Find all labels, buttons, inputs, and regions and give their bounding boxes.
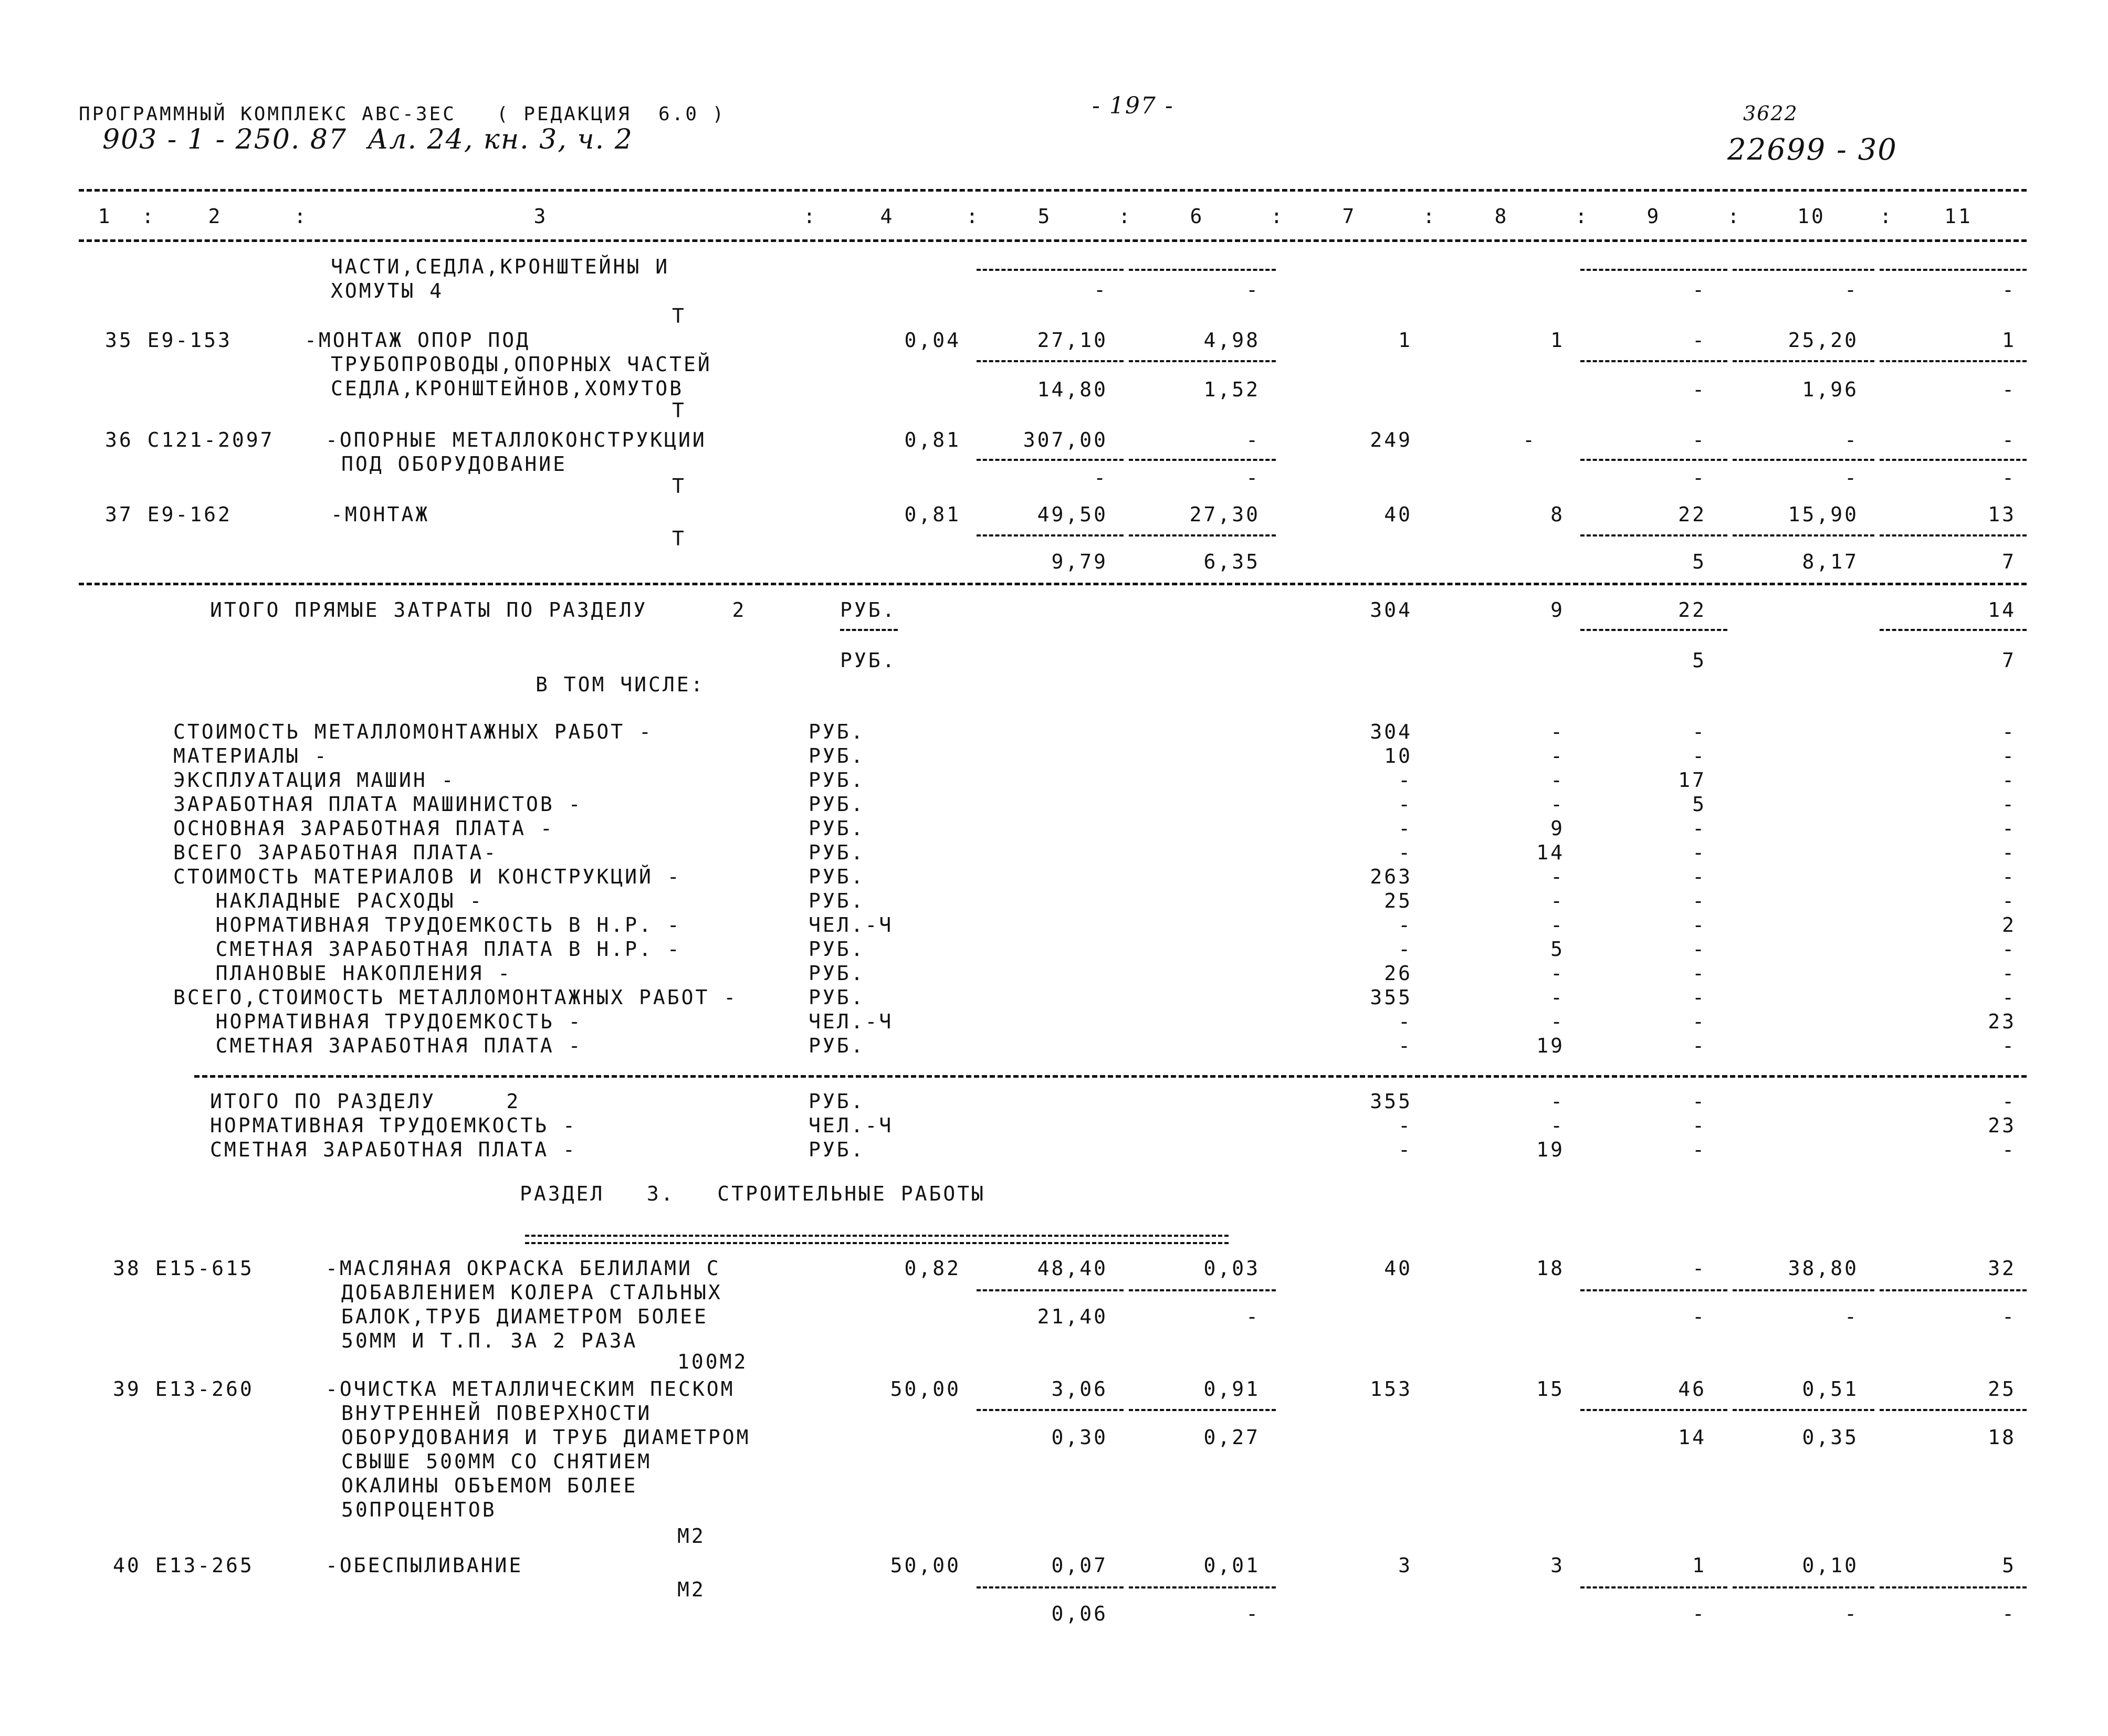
breakdown-value-c11: -	[2002, 841, 2016, 864]
breakdown-value-c11: -	[2002, 962, 2016, 985]
breakdown-label: ЗАРАБОТНАЯ ПЛАТА МАШИНИСТОВ -	[173, 793, 583, 816]
rule-total-direct	[79, 583, 2027, 585]
breakdown-value-c7: -	[1398, 913, 1412, 937]
col-8: 8	[1494, 205, 1509, 228]
col-6: 6	[1190, 205, 1204, 228]
breakdown-value-c11: -	[2002, 769, 2016, 792]
breakdown-value-c7: 355	[1370, 1090, 1412, 1113]
breakdown-value-c7: -	[1398, 769, 1412, 792]
breakdown-value-c8: -	[1550, 720, 1565, 743]
breakdown-unit: РУБ.	[809, 962, 865, 985]
breakdown-unit: РУБ.	[809, 720, 865, 743]
breakdown-value-c9: -	[1692, 913, 1706, 937]
breakdown-label: НОРМАТИВНАЯ ТРУДОЕМКОСТЬ -	[173, 1010, 583, 1033]
breakdown-value-c7: 25	[1384, 889, 1412, 912]
breakdown-value-c7: -	[1398, 938, 1412, 961]
breakdown-value-c11: -	[2002, 793, 2016, 816]
breakdown-value-c7: -	[1398, 841, 1412, 864]
breakdown-label: НОРМАТИВНАЯ ТРУДОЕМКОСТЬ В Н.Р. -	[173, 913, 681, 937]
breakdown-unit: РУБ.	[809, 841, 865, 864]
breakdown-value-c9: -	[1692, 865, 1706, 888]
breakdown-value-c9: -	[1692, 962, 1706, 985]
col-1: 1	[98, 205, 112, 228]
breakdown-label: ОСНОВНАЯ ЗАРАБОТНАЯ ПЛАТА -	[173, 817, 554, 840]
breakdown-value-c7: 304	[1370, 720, 1412, 743]
breakdown-unit: РУБ.	[809, 865, 865, 888]
breakdown-value-c8: -	[1550, 1114, 1565, 1137]
breakdown-label: СМЕТНАЯ ЗАРАБОТНАЯ ПЛАТА -	[173, 1034, 583, 1057]
col-11: 11	[1944, 205, 1973, 228]
breakdown-value-c7: -	[1398, 817, 1412, 840]
rule-section-total	[194, 1075, 2027, 1078]
breakdown-unit: РУБ.	[809, 817, 865, 840]
breakdown-label: СТОИМОСТЬ МЕТАЛЛОМОНТАЖНЫХ РАБОТ -	[173, 720, 653, 743]
breakdown-value-c9: -	[1692, 817, 1706, 840]
breakdown-label: НАКЛАДНЫЕ РАСХОДЫ -	[173, 889, 484, 912]
breakdown-value-c11: -	[2002, 720, 2016, 743]
breakdown-value-c9: -	[1692, 1114, 1706, 1137]
breakdown-value-c9: -	[1692, 1138, 1706, 1161]
section3-underline	[525, 1235, 1229, 1244]
breakdown-label: ВСЕГО ЗАРАБОТНАЯ ПЛАТА-	[173, 841, 498, 864]
breakdown-value-c8: 19	[1536, 1034, 1565, 1057]
breakdown-value-c7: 10	[1384, 744, 1412, 767]
page-number: - 197 -	[1092, 92, 1174, 119]
breakdown-value-c11: -	[2002, 986, 2016, 1009]
breakdown-value-c9: -	[1692, 889, 1706, 912]
section3-title: РАЗДЕЛ 3. СТРОИТЕЛЬНЫЕ РАБОТЫ	[520, 1182, 985, 1205]
breakdown-value-c7: -	[1398, 1034, 1412, 1057]
breakdown-value-c9: -	[1692, 986, 1706, 1009]
breakdown-label: НОРМАТИВНАЯ ТРУДОЕМКОСТЬ -	[210, 1114, 577, 1137]
breakdown-value-c9: -	[1692, 1090, 1706, 1113]
breakdown-value-c7: -	[1398, 1010, 1412, 1033]
breakdown-label: СМЕТНАЯ ЗАРАБОТНАЯ ПЛАТА -	[210, 1138, 577, 1161]
breakdown-unit: РУБ.	[809, 1090, 865, 1113]
breakdown-value-c8: -	[1550, 889, 1565, 912]
breakdown-value-c11: -	[2002, 744, 2016, 767]
breakdown-value-c8: -	[1550, 962, 1565, 985]
breakdown-label: ИТОГО ПО РАЗДЕЛУ 2	[210, 1090, 521, 1113]
breakdown-unit: РУБ.	[809, 1138, 865, 1161]
breakdown-value-c11: 23	[1988, 1114, 2016, 1137]
breakdown-value-c8: -	[1550, 793, 1565, 816]
breakdown-unit: РУБ.	[809, 938, 865, 961]
breakdown-value-c7: -	[1398, 1138, 1412, 1161]
col-2: 2	[208, 205, 223, 228]
breakdown-value-c9: -	[1692, 1010, 1706, 1033]
breakdown-unit: РУБ.	[809, 986, 865, 1009]
breakdown-label: МАТЕРИАЛЫ -	[173, 744, 329, 767]
breakdown-value-c9: -	[1692, 720, 1706, 743]
breakdown-value-c8: -	[1550, 1010, 1565, 1033]
breakdown-value-c8: -	[1550, 986, 1565, 1009]
col-7: 7	[1342, 205, 1357, 228]
breakdown-value-c11: -	[2002, 865, 2016, 888]
breakdown-value-c9: 17	[1678, 769, 1706, 792]
breakdown-value-c8: 14	[1536, 841, 1565, 864]
breakdown-unit: РУБ.	[809, 889, 865, 912]
breakdown-unit: РУБ.	[809, 744, 865, 767]
breakdown-label: ЭКСПЛУАТАЦИЯ МАШИН -	[173, 769, 456, 792]
col-3: 3	[533, 205, 548, 228]
col-4: 4	[880, 205, 895, 228]
breakdown-value-c9: -	[1692, 841, 1706, 864]
breakdown-value-c11: -	[2002, 938, 2016, 961]
breakdown-label: ВСЕГО,СТОИМОСТЬ МЕТАЛЛОМОНТАЖНЫХ РАБОТ -	[173, 986, 738, 1009]
col-10: 10	[1797, 205, 1826, 228]
rule-top	[79, 189, 2027, 192]
breakdown-value-c11: -	[2002, 1138, 2016, 1161]
breakdown-value-c11: -	[2002, 1090, 2016, 1113]
album-ref: Ал. 24, кн. 3, ч. 2	[368, 124, 633, 155]
breakdown-value-c9: -	[1692, 938, 1706, 961]
col-5: 5	[1037, 205, 1052, 228]
breakdown-value-c8: 5	[1550, 938, 1565, 961]
breakdown-value-c11: 23	[1988, 1010, 2016, 1033]
breakdown-unit: ЧЕЛ.-Ч	[809, 1010, 894, 1033]
breakdown-value-c9: -	[1692, 1034, 1706, 1057]
breakdown-value-c7: 355	[1370, 986, 1412, 1009]
breakdown-value-c8: 19	[1536, 1138, 1565, 1161]
breakdown-value-c8: -	[1550, 744, 1565, 767]
breakdown-value-c9: -	[1692, 744, 1706, 767]
breakdown-value-c7: 263	[1370, 865, 1412, 888]
rule-header	[79, 239, 2027, 242]
breakdown-unit: ЧЕЛ.-Ч	[809, 1114, 894, 1137]
breakdown-label: ПЛАНОВЫЕ НАКОПЛЕНИЯ -	[173, 962, 512, 985]
breakdown-label: СМЕТНАЯ ЗАРАБОТНАЯ ПЛАТА В Н.Р. -	[173, 938, 681, 961]
breakdown-value-c11: -	[2002, 1034, 2016, 1057]
breakdown-unit: ЧЕЛ.-Ч	[809, 913, 894, 937]
breakdown-value-c8: -	[1550, 865, 1565, 888]
breakdown-unit: РУБ.	[809, 1034, 865, 1057]
breakdown-value-c7: 26	[1384, 962, 1412, 985]
breakdown-value-c8: -	[1550, 769, 1565, 792]
doc-number: 22699 - 30	[1727, 133, 1897, 167]
breakdown-value-c11: 2	[2002, 913, 2016, 937]
breakdown-value-c9: 5	[1692, 793, 1706, 816]
program-title: ПРОГРАММНЫЙ КОМПЛЕКС АВС-ЗЕС ( РЕДАКЦИЯ 6.0 )	[79, 103, 726, 125]
breakdown-value-c7: -	[1398, 1114, 1412, 1137]
including-heading: В ТОМ ЧИСЛЕ:	[536, 673, 705, 696]
breakdown-unit: РУБ.	[809, 769, 865, 792]
code-small: 3622	[1743, 102, 1798, 125]
breakdown-value-c11: -	[2002, 889, 2016, 912]
breakdown-label: СТОИМОСТЬ МАТЕРИАЛОВ И КОНСТРУКЦИЙ -	[173, 865, 681, 888]
breakdown-value-c8: -	[1550, 913, 1565, 937]
breakdown-value-c8: 9	[1550, 817, 1565, 840]
breakdown-value-c7: -	[1398, 793, 1412, 816]
breakdown-value-c8: -	[1550, 1090, 1565, 1113]
breakdown-unit: РУБ.	[809, 793, 865, 816]
project-number: 903 - 1 - 250. 87	[102, 124, 348, 155]
col-9: 9	[1646, 205, 1661, 228]
breakdown-value-c11: -	[2002, 817, 2016, 840]
